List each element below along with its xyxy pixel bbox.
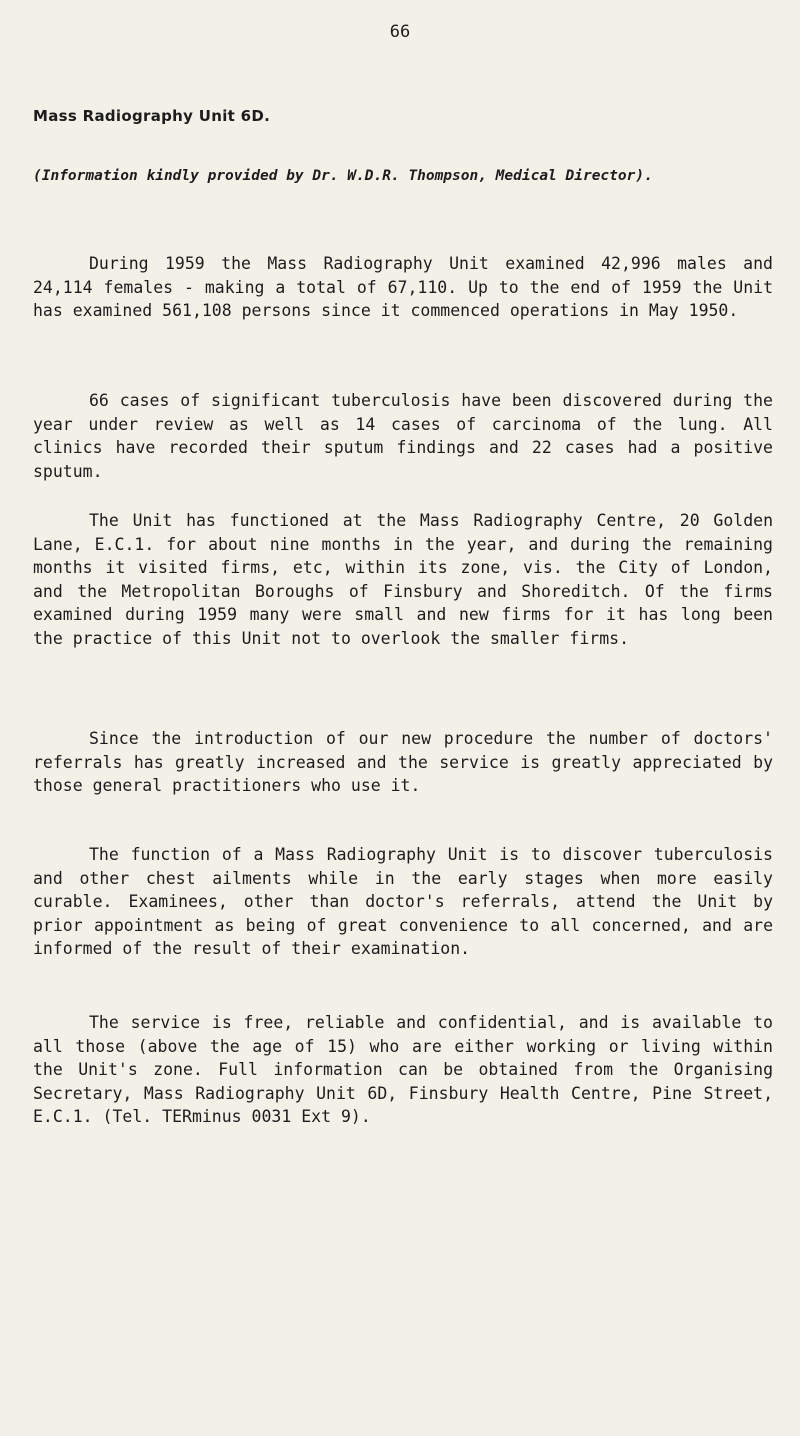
paragraph-unit-function: The function of a Mass Radiography Unit is to discover tuberculosis and other chest ailments while in the early stages when more easily curable. Examinees, other than doctor's referrals, attend the Unit by prior appointment as being of great convenience to all concerned, and are informed of the result of their examination. <box>33 845 773 958</box>
section-heading: Mass Radiography Unit 6D. <box>33 107 271 125</box>
attribution-note: (Information kindly provided by Dr. W.D.R. Thompson, Medical Director). <box>33 168 653 184</box>
paragraph-cases-discovered: 66 cases of significant tuberculosis have been discovered during the year under review as well as 14 cases of carcinoma of the lung. All clinics have recorded their sputum findings and 22 cases had a positive sputum. <box>33 391 773 481</box>
paragraph-doctor-referrals: Since the introduction of our new procedure the number of doctors' referrals has greatly increased and the service is greatly appreciated by those general practitioners who use it. <box>33 729 773 795</box>
page-number: 66 <box>389 22 411 42</box>
paragraph-unit-locations: The Unit has functioned at the Mass Radiography Centre, 20 Golden Lane, E.C.1. for about nine months in the year, and during the remaining months it visited firms, etc, within its zone, vis. the City of London, and the Metropolitan Boroughs of Finsbury and Shoreditch. Of the firms examined during 1959 many were small and new firms for it has long been the practice of this Unit not to overlook the smaller firms. <box>33 511 773 648</box>
paragraph-service-availability: The service is free, reliable and confidential, and is available to all those (above the age of 15) who are either working or living within the Unit's zone. Full information can be obtained from the Organising Secretary, Mass Radiography Unit 6D, Finsbury Health Centre, Pine Street, E.C.1. (Tel. TERminus 0031 Ext 9). <box>33 1013 773 1126</box>
paragraph-examination-totals: During 1959 the Mass Radiography Unit examined 42,996 males and 24,114 females - making a total of 67,110. Up to the end of 1959 the Unit has examined 561,108 persons since it commenced operations in May 1950. <box>33 254 773 320</box>
